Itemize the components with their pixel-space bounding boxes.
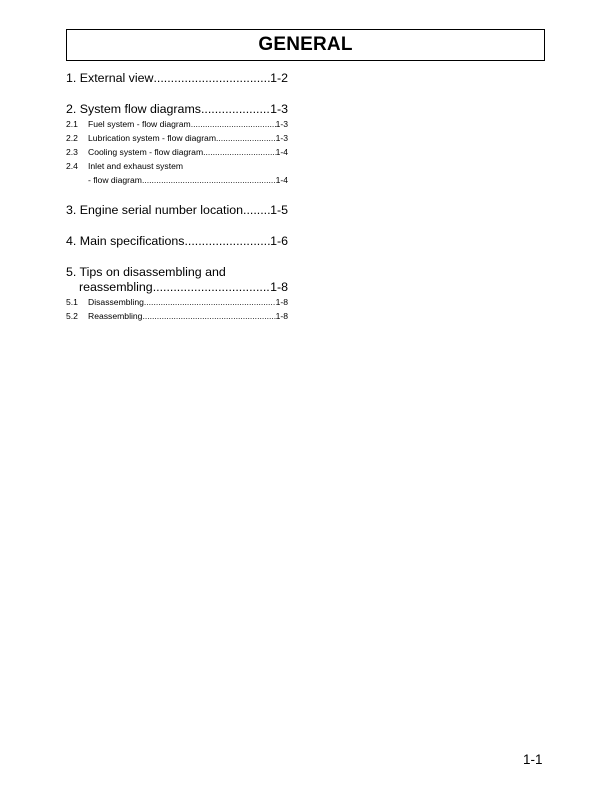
toc-leader-dots bbox=[184, 234, 270, 249]
toc-subentry-page: 1-3 bbox=[275, 133, 288, 143]
toc-subentry-label: Disassembling bbox=[88, 297, 144, 307]
toc-entry-label: 4. Main specifications bbox=[66, 234, 185, 248]
toc-leader-dots bbox=[191, 117, 276, 131]
toc-subentry-label: Fuel system - flow diagram bbox=[88, 119, 191, 129]
toc-leader-dots bbox=[153, 280, 270, 295]
page-title: GENERAL bbox=[258, 34, 353, 55]
toc-entry-label-continued: reassembling bbox=[79, 280, 153, 294]
page-number: 1-1 bbox=[523, 752, 543, 767]
toc-subentry-page: 1-8 bbox=[275, 297, 288, 307]
section-title-box bbox=[66, 29, 545, 61]
toc-leader-dots bbox=[144, 295, 276, 309]
toc-entry-label: 5. Tips on disassembling and bbox=[66, 265, 226, 279]
toc-subentry-page: 1-8 bbox=[275, 311, 288, 321]
toc-leader-dots bbox=[142, 309, 275, 323]
toc-entry-page: 1-2 bbox=[270, 71, 288, 85]
toc-entry-external-view[interactable] bbox=[66, 71, 288, 86]
toc-subentry-page: 1-4 bbox=[275, 175, 288, 185]
toc-subentry-page: 1-4 bbox=[275, 147, 288, 157]
toc-subentry-label: Cooling system - flow diagram bbox=[88, 147, 204, 157]
toc-subentry-page: 1-3 bbox=[275, 119, 288, 129]
toc-subentry-inlet-exhaust-system[interactable] bbox=[66, 173, 288, 187]
toc-leader-dots bbox=[243, 203, 270, 218]
toc-subentry-label: Lubrication system - flow diagram bbox=[88, 133, 216, 143]
table-of-contents bbox=[66, 71, 288, 323]
toc-subentry-number: 2.3 bbox=[66, 147, 78, 157]
toc-subentry-fuel-system[interactable] bbox=[66, 117, 288, 131]
toc-subentry-label-continued: - flow diagram bbox=[88, 175, 142, 185]
toc-leader-dots bbox=[203, 145, 275, 159]
toc-entry-page: 1-6 bbox=[270, 234, 288, 248]
toc-entry-system-flow-diagrams[interactable] bbox=[66, 102, 288, 117]
toc-entry-page: 1-3 bbox=[270, 102, 288, 116]
toc-subentry-disassembling[interactable] bbox=[66, 295, 288, 309]
toc-entry-label: 1. External view bbox=[66, 71, 154, 85]
toc-subentry-number: 5.2 bbox=[66, 311, 78, 321]
toc-entry-main-specifications[interactable] bbox=[66, 234, 288, 249]
toc-subentry-inlet-exhaust-heading[interactable] bbox=[66, 159, 288, 173]
toc-subentry-label: Reassembling bbox=[88, 311, 143, 321]
toc-leader-dots bbox=[153, 71, 270, 86]
toc-subentry-lubrication-system[interactable] bbox=[66, 131, 288, 145]
toc-subentry-number: 2.1 bbox=[66, 119, 78, 129]
toc-leader-dots bbox=[201, 102, 270, 117]
toc-entry-page: 1-5 bbox=[270, 203, 288, 217]
toc-entry-label: 3. Engine serial number location bbox=[66, 203, 244, 217]
toc-entry-engine-serial-number[interactable] bbox=[66, 203, 288, 218]
toc-leader-dots bbox=[216, 131, 276, 145]
toc-entry-tips-heading[interactable] bbox=[66, 265, 288, 280]
toc-entry-tips-reassembling[interactable] bbox=[66, 280, 288, 295]
toc-entry-label: 2. System flow diagrams bbox=[66, 102, 201, 116]
toc-subentry-reassembling[interactable] bbox=[66, 309, 288, 323]
toc-entry-page: 1-8 bbox=[270, 280, 288, 294]
toc-subentry-number: 2.4 bbox=[66, 161, 78, 171]
toc-leader-dots bbox=[142, 173, 276, 187]
toc-subentry-number: 2.2 bbox=[66, 133, 78, 143]
toc-subentry-label: Inlet and exhaust system bbox=[88, 161, 184, 171]
toc-subentry-number: 5.1 bbox=[66, 297, 78, 307]
toc-subentry-cooling-system[interactable] bbox=[66, 145, 288, 159]
